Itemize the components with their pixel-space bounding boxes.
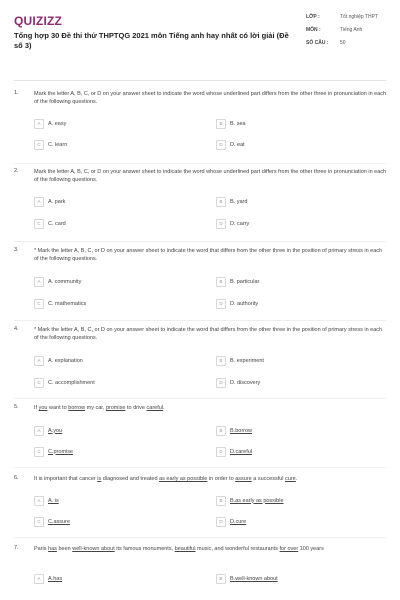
question-text: Mark the letter A, B, C, or D on your answer sheet to indicate the word whose underlined part differs from the other three in pronunciation in each of the following questions. (34, 169, 387, 183)
question-text-part: If (34, 405, 39, 411)
question-text (34, 404, 388, 412)
option-letter-box: B (216, 197, 226, 207)
option-c[interactable] (34, 516, 70, 527)
option-a[interactable] (34, 573, 62, 584)
option-a[interactable] (34, 355, 83, 366)
underlined-word: beautiful (174, 546, 196, 552)
option-letter-box: A (34, 277, 44, 287)
question-number: 5. (14, 404, 19, 410)
option-d[interactable] (216, 377, 260, 388)
option-text: D.careful (230, 448, 253, 455)
option-text: C.assure (48, 518, 71, 525)
option-text: C. learn (48, 141, 68, 148)
option-text: B.borrow (230, 427, 253, 434)
option-letter-box: B (216, 119, 226, 129)
question-text-part: . (295, 476, 298, 482)
question-number: 4. (14, 326, 19, 332)
option-d[interactable] (216, 516, 246, 527)
option-text: D. discovery (230, 379, 261, 386)
option-letter-box: B (216, 356, 226, 366)
question-number: 6. (14, 475, 19, 481)
question-text-part: music, and wonderful restaurants (195, 546, 280, 552)
underlined-word: assure (235, 476, 252, 482)
question-divider (14, 467, 386, 468)
worksheet-meta (306, 14, 394, 53)
option-text: C. card (48, 220, 66, 227)
question-text: * Mark the letter A, B, C, or D on your answer sheet to indicate the word that differs from the other three in the position of primary stress in each of the following questions. (34, 248, 383, 262)
option-letter-box: D (216, 378, 226, 388)
option-a[interactable] (34, 118, 66, 129)
underlined-word: you (38, 405, 48, 411)
option-text: B. yard (230, 198, 248, 205)
option-c[interactable] (34, 446, 73, 457)
meta-row-mon (306, 27, 394, 34)
underlined-word: is (97, 476, 102, 482)
option-text: B.well-known about (230, 575, 278, 582)
header-divider (14, 80, 386, 81)
question-divider (14, 163, 386, 164)
question-text-part: 100 years (298, 546, 324, 552)
meta-label-socau: SỐ CÂU : (306, 40, 329, 46)
option-c[interactable] (34, 298, 86, 309)
option-letter-box: C (34, 517, 44, 527)
question-text-part: diagnosed and treated (101, 476, 160, 482)
option-letter-box: A (34, 426, 44, 436)
worksheet-header (0, 0, 400, 88)
option-text: A. community (48, 278, 82, 285)
question-text: * Mark the letter A, B, C, or D on your answer sheet to indicate the word that differs from the other three in the position of primary stress in each of the following questions. (34, 327, 383, 341)
underlined-word: well-known about (72, 546, 115, 552)
option-a[interactable] (34, 495, 59, 506)
option-d[interactable] (216, 139, 245, 150)
option-text: B. particular (230, 278, 260, 285)
option-a[interactable] (34, 196, 65, 207)
option-c[interactable] (34, 218, 66, 229)
question-text-part: It is important that cancer (34, 476, 98, 482)
option-letter-box: D (216, 517, 226, 527)
option-letter-box: C (34, 378, 44, 388)
option-text: D. authority (230, 300, 259, 307)
meta-value-lop: Tốt nghiệp THPT (340, 14, 378, 20)
question-divider (14, 537, 386, 538)
question-text (34, 545, 388, 553)
option-letter-box: C (34, 219, 44, 229)
underlined-word: has (48, 546, 57, 552)
option-text: D. eat (230, 141, 245, 148)
meta-row-lop (306, 14, 394, 21)
question-divider (14, 241, 386, 242)
option-text: A.has (48, 575, 63, 582)
worksheet-title: Tổng hợp 30 Đề thi thử THPTQG 2021 môn Tiếng anh hay nhất có lời giải (Đề số 3) (14, 31, 289, 50)
option-c[interactable] (34, 377, 95, 388)
meta-value-socau: 50 (340, 40, 346, 46)
option-letter-box: A (34, 496, 44, 506)
option-text: A.you (48, 427, 63, 434)
option-d[interactable] (216, 298, 258, 309)
meta-label-lop: LỚP : (306, 14, 320, 20)
option-c[interactable] (34, 139, 67, 150)
option-letter-box: A (34, 356, 44, 366)
option-b[interactable] (216, 573, 278, 584)
option-text: B. sea (230, 120, 246, 127)
underlined-word: borrow (68, 405, 86, 411)
option-text: C. accomplishment (48, 379, 95, 386)
meta-label-mon: MÔN : (306, 27, 321, 33)
option-b[interactable] (216, 355, 264, 366)
option-text: A. easy (48, 120, 67, 127)
question-text: Mark the letter A, B, C, or D on your answer sheet to indicate the word whose underlined part differs from the other three in pronunciation in each of the following questions. (34, 91, 387, 105)
question-divider (14, 320, 386, 321)
question-text-part: . (163, 405, 165, 411)
underlined-word: careful (146, 405, 164, 411)
option-text: A. park (48, 198, 66, 205)
question-text-part: my car, (85, 405, 106, 411)
meta-value-mon: Tiếng Anh (340, 27, 363, 33)
question-text-part: a successful (251, 476, 286, 482)
option-text: A. explanation (48, 357, 83, 364)
option-d[interactable] (216, 218, 249, 229)
question-text-part: in order to (207, 476, 236, 482)
question-text (34, 475, 388, 483)
option-letter-box: B (216, 426, 226, 436)
question-text-part: been (56, 546, 73, 552)
option-text: C. mathematics (48, 300, 87, 307)
option-letter-box: B (216, 574, 226, 584)
option-letter-box: B (216, 496, 226, 506)
question-text-part: Paris (34, 546, 49, 552)
option-b[interactable] (216, 196, 247, 207)
option-letter-box: A (34, 197, 44, 207)
option-a[interactable] (34, 276, 81, 287)
option-letter-box: D (216, 299, 226, 309)
option-letter-box: B (216, 277, 226, 287)
underlined-word: for over (279, 546, 299, 552)
option-b[interactable] (216, 495, 284, 506)
option-text: C.promise (48, 448, 74, 455)
question-text-part: want to (47, 405, 69, 411)
option-b[interactable] (216, 425, 252, 436)
question-number: 1. (14, 90, 19, 96)
option-text: B. experiment (230, 357, 264, 364)
option-text: B.as early as possible (230, 497, 284, 504)
option-b[interactable] (216, 118, 246, 129)
option-letter-box: A (34, 574, 44, 584)
option-letter-box: C (34, 447, 44, 457)
underlined-word: as early as possible (159, 476, 208, 482)
meta-row-socau (306, 40, 394, 47)
question-text-part: to drive (125, 405, 147, 411)
option-letter-box: A (34, 119, 44, 129)
question-number: 3. (14, 247, 19, 253)
question-number: 2. (14, 168, 19, 174)
option-letter-box: D (216, 140, 226, 150)
quizizz-logo: QUIZIZZ (14, 14, 63, 28)
option-d[interactable] (216, 446, 252, 457)
option-letter-box: C (34, 299, 44, 309)
option-a[interactable] (34, 425, 62, 436)
option-b[interactable] (216, 276, 259, 287)
question-text-part: its famous monuments, (114, 546, 175, 552)
option-letter-box: D (216, 219, 226, 229)
underlined-word: cure (285, 476, 296, 482)
option-text: A. is (48, 497, 59, 504)
underlined-word: promise (105, 405, 126, 411)
option-letter-box: D (216, 447, 226, 457)
option-text: D. carry (230, 220, 250, 227)
question-number: 7. (14, 545, 19, 551)
option-letter-box: C (34, 140, 44, 150)
question-divider (14, 398, 386, 399)
option-text: D.cure (230, 518, 247, 525)
